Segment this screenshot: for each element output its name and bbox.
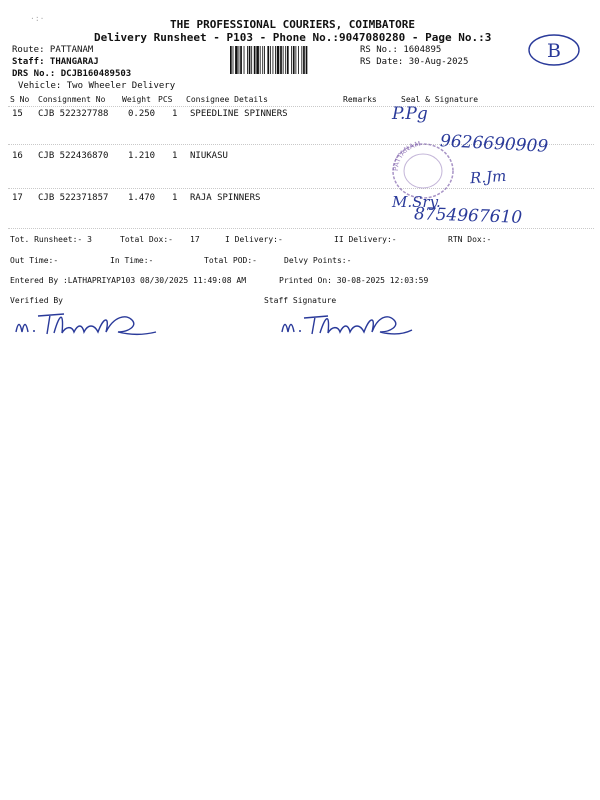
col-header-sno: S No (10, 95, 30, 104)
barcode-bar (264, 46, 265, 74)
staff-signature (280, 306, 420, 340)
barcode-bar (295, 46, 296, 74)
col-header-seal: Seal & Signature (401, 95, 479, 104)
out-time: Out Time:- (10, 256, 59, 265)
total-dox-label: Total Dox:- (120, 235, 173, 244)
barcode-bar (270, 46, 271, 74)
staff-signature-label: Staff Signature (264, 296, 337, 305)
barcode-bar (287, 46, 289, 74)
row2-sno: 16 (12, 151, 23, 161)
barcode (230, 46, 358, 74)
circled-b-letter: B (547, 40, 561, 62)
handwritten-initials: P.Pg (392, 104, 428, 124)
handwritten-signature-2: R.Jm (469, 166, 507, 188)
i-delivery: I Delivery:- (225, 235, 283, 244)
row3-pcs: 1 (172, 193, 178, 203)
row1-consignee: SPEEDLINE SPINNERS (190, 109, 288, 119)
row1-consignment: CJB 522327788 (38, 109, 109, 119)
barcode-bar (291, 46, 292, 74)
vehicle-label: Vehicle: Two Wheeler Delivery (18, 81, 176, 91)
rs-date-label: RS Date: 30-Aug-2025 (360, 57, 469, 67)
barcode-bar (244, 46, 245, 74)
col-header-consignment: Consignment No (38, 95, 106, 104)
row3-divider (8, 228, 594, 229)
corner-smudge: ·:· (30, 14, 45, 23)
barcode-bar (235, 46, 238, 74)
barcode-bar (301, 46, 302, 74)
svg-text:PATTANAM (392, 140, 421, 171)
handwritten-phone-2: 8754967610 (413, 204, 523, 228)
row3-consignee: RAJA SPINNERS (190, 193, 261, 203)
col-header-remarks: Remarks (343, 95, 377, 104)
entered-by: Entered By :LATHAPRIYAP103 08/30/2025 11:49:08 AM (10, 276, 247, 285)
barcode-bar (260, 46, 261, 74)
row2-consignment: CJB 522436870 (38, 151, 109, 161)
row2-weight: 1.210 (128, 151, 156, 161)
row3-sno: 17 (12, 193, 23, 203)
barcode-bar (240, 46, 242, 74)
row1-sno: 15 (12, 109, 23, 119)
drs-label: DRS No.: DCJB160489503 (12, 69, 132, 79)
runsheet-subtitle: Delivery Runsheet - P103 - Phone No.:9047080280 - Page No.:3 (94, 31, 492, 44)
barcode-bar (247, 46, 248, 74)
barcode-bar (249, 46, 251, 74)
rtn-dox: RTN Dox:- (448, 235, 492, 244)
barcode-bar (267, 46, 269, 74)
company-title: THE PROFESSIONAL COURIERS, COIMBATORE (170, 18, 416, 31)
row1-weight: 0.250 (128, 109, 156, 119)
tot-runsheet: Tot. Runsheet:- 3 (10, 235, 92, 244)
verified-by-label: Verified By (10, 296, 63, 305)
handwritten-signature-3: M.Sry. (392, 193, 441, 211)
total-dox-value: 17 (190, 235, 200, 244)
delvy-points: Delvy Points:- (284, 256, 352, 265)
barcode-bar (283, 46, 284, 74)
header-divider (8, 106, 594, 107)
barcode-bar (280, 46, 282, 74)
row2-divider (8, 188, 594, 189)
handwritten-phone-1: 9626690909 (439, 131, 549, 157)
col-header-weight: Weight (122, 95, 151, 104)
circled-b-mark (526, 30, 582, 70)
verified-by-signature (14, 306, 164, 340)
barcode-bar (262, 46, 263, 74)
col-header-consignee: Consignee Details (186, 95, 268, 104)
row3-consignment: CJB 522371857 (38, 193, 109, 203)
row2-consignee: NIUKASU (190, 151, 228, 161)
col-header-pcs: PCS (158, 95, 173, 104)
barcode-bar (298, 46, 299, 74)
barcode-bar (256, 46, 259, 74)
ii-delivery: II Delivery:- (334, 235, 397, 244)
barcode-bar (230, 46, 232, 74)
barcode-bar (293, 46, 295, 74)
staff-label: Staff: THANGARAJ (12, 57, 99, 67)
barcode-bar (275, 46, 276, 74)
barcode-bar (306, 46, 308, 74)
barcode-bar (254, 46, 256, 74)
row3-weight: 1.470 (128, 193, 156, 203)
total-pod: Total POD:- (204, 256, 257, 265)
barcode-bar (239, 46, 240, 74)
stamp-ring-text: PATTANAM (391, 140, 422, 172)
barcode-bar (277, 46, 280, 74)
in-time: In Time:- (110, 256, 154, 265)
barcode-bar (303, 46, 305, 74)
rs-no-label: RS No.: 1604895 (360, 45, 442, 55)
barcode-bar (273, 46, 274, 74)
row1-pcs: 1 (172, 109, 178, 119)
route-label: Route: PATTANAM (12, 45, 94, 55)
row2-pcs: 1 (172, 151, 178, 161)
barcode-bar (251, 46, 252, 74)
barcode-bar (285, 46, 286, 74)
barcode-bar (233, 46, 234, 74)
printed-on: Printed On: 30-08-2025 12:03:59 (279, 276, 429, 285)
